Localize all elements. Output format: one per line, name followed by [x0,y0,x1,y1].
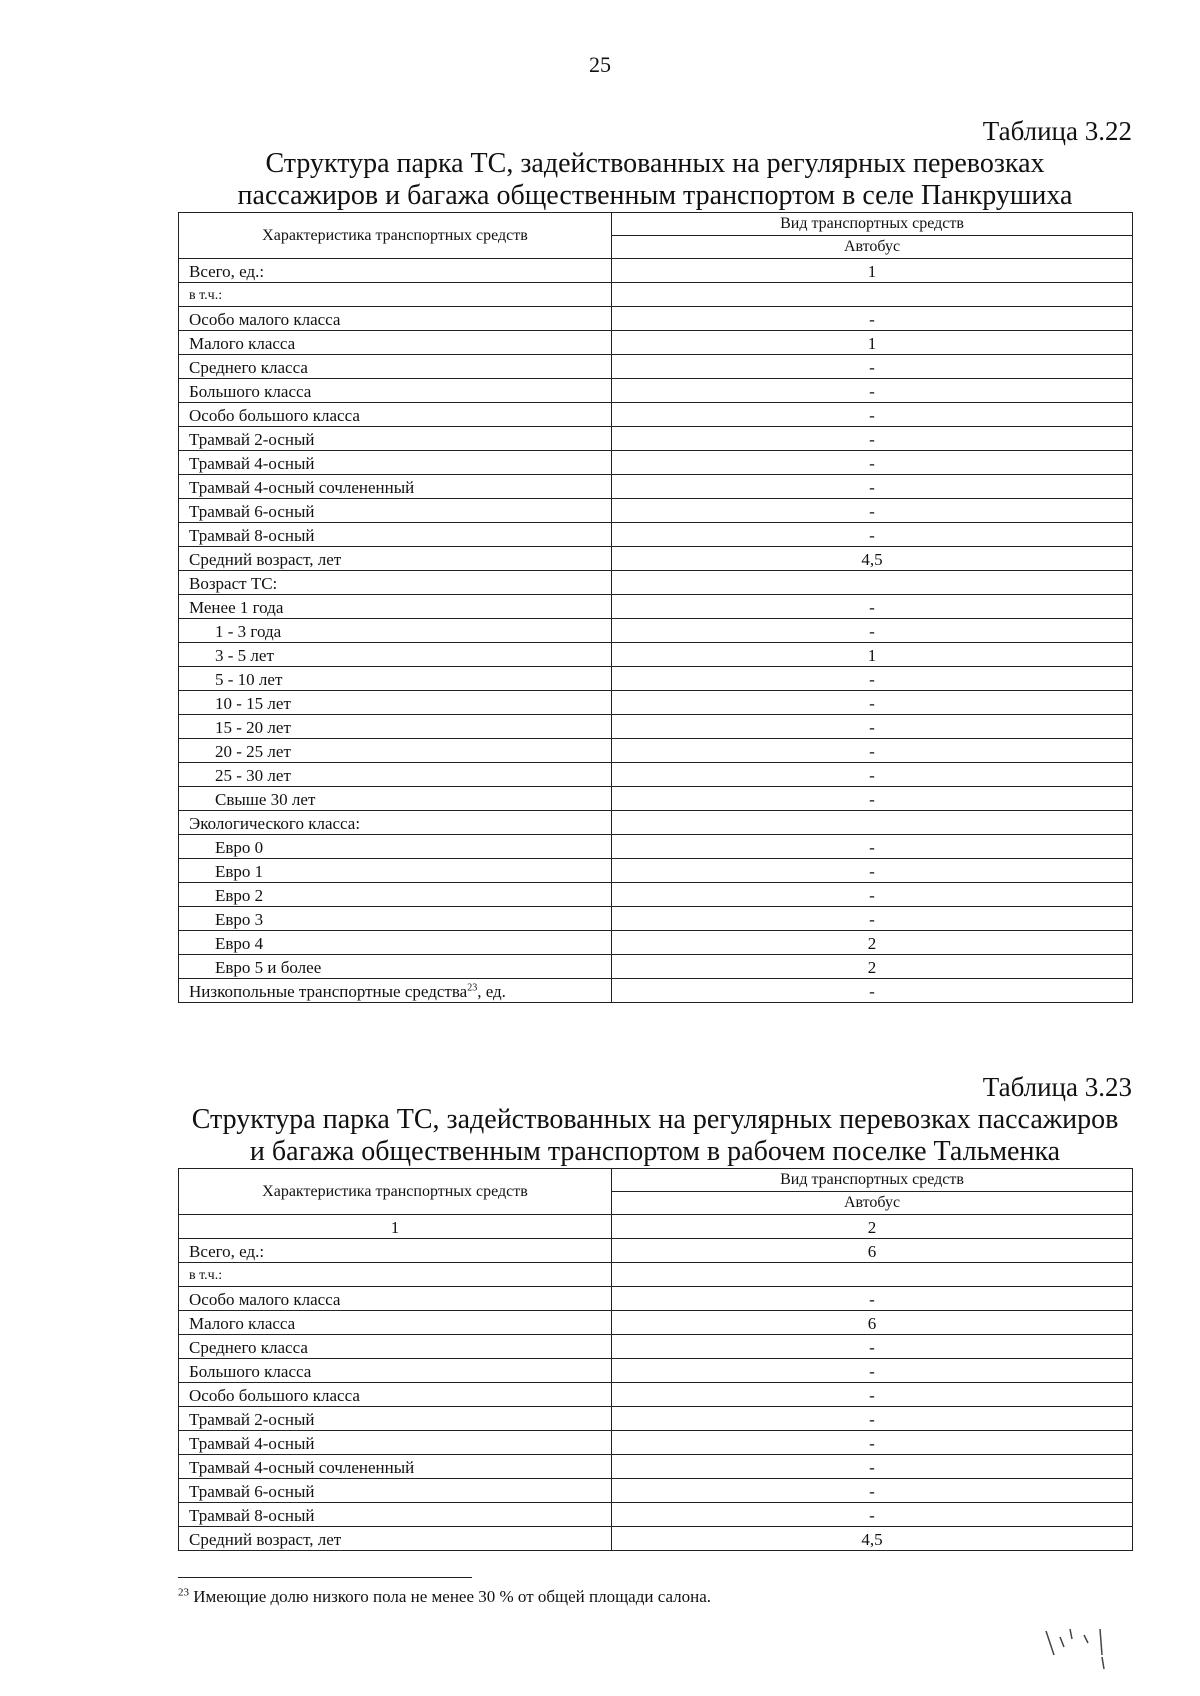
row-label: Трамвай 6-осный [179,1479,612,1503]
scan-artifact-marks [1040,1625,1120,1675]
row-label: 5 - 10 лет [179,667,612,691]
table-row [179,307,1133,331]
table-row [179,931,1133,955]
row-value [612,1263,1133,1287]
row-label: 3 - 5 лет [179,643,612,667]
row-label: Особо большого класса [179,1383,612,1407]
row-label: Большого класса [179,1359,612,1383]
table-row [179,1431,1133,1455]
page-number: 25 [589,52,611,77]
row-value: - [612,691,1133,715]
row-value: - [612,523,1133,547]
footnote-divider [178,1577,472,1578]
table-row [179,331,1133,355]
row-value: - [612,1479,1133,1503]
row-value: 6 [612,1311,1133,1335]
row-value: - [612,907,1133,931]
table-row [179,859,1133,883]
table-row [179,451,1133,475]
row-value: - [612,739,1133,763]
row-value: - [612,307,1133,331]
row-value: - [612,1431,1133,1455]
row-label: Трамвай 2-осный [179,1407,612,1431]
row-label: 25 - 30 лет [179,763,612,787]
table-row [179,1287,1133,1311]
table-row [179,1383,1133,1407]
footnote-text: Имеющие долю низкого пола не менее 30 % от общей площади салона. [189,1587,712,1606]
table-row [179,379,1133,403]
table-row [179,523,1133,547]
row-value: 1 [612,331,1133,355]
table-3-22 [178,212,1133,1003]
row-value: 2 [612,931,1133,955]
table-3-23-title-line1: Структура парка ТС, задействованных на регулярных перевозках пассажиров [191,1104,1119,1135]
row-label: Трамвай 4-осный сочлененный [179,475,612,499]
row-label: Трамвай 8-осный [179,523,612,547]
row-label: Трамвай 2-осный [179,427,612,451]
row-label: Евро 0 [179,835,612,859]
header-vehicle-type: Вид транспортных средств [612,213,1133,236]
table-row [179,691,1133,715]
row-label: Менее 1 года [179,595,612,619]
row-label: 20 - 25 лет [179,739,612,763]
table-3-23-label: Таблица 3.23 [982,1072,1132,1102]
header-bus: Автобус [612,236,1133,259]
row-label: Экологического класса: [179,811,612,835]
table-3-23-title-line2: и багажа общественным транспортом в рабочем поселке Тальменка [249,1136,1061,1167]
row-label: Трамвай 6-осный [179,499,612,523]
table-3-23 [178,1168,1133,1551]
row-label: Трамвай 4-осный [179,1431,612,1455]
footnote [178,1587,711,1607]
row-label: Евро 4 [179,931,612,955]
table-row [179,667,1133,691]
table-row [179,571,1133,595]
table-row [179,283,1133,307]
table-row [179,883,1133,907]
table-row [179,1263,1133,1287]
row-value: - [612,1359,1133,1383]
row-value: 4,5 [612,1527,1133,1551]
row-label: 10 - 15 лет [179,691,612,715]
row-label: Особо большого класса [179,403,612,427]
table-row [179,1407,1133,1431]
row-value [612,811,1133,835]
table-row [179,1455,1133,1479]
row-label: в т.ч.: [179,1263,612,1287]
column-number-2: 2 [612,1215,1133,1239]
table-row [179,595,1133,619]
row-value: - [612,403,1133,427]
header-bus: Автобус [612,1192,1133,1215]
footnote-number: 23 [178,1586,189,1599]
table-row [179,1311,1133,1335]
table-row [179,787,1133,811]
table-row [179,979,1133,1003]
header-characteristic: Характеристика транспортных средств [179,213,612,259]
footnote-ref: 23 [467,982,478,994]
row-label: Среднего класса [179,355,612,379]
row-label: Особо малого класса [179,307,612,331]
row-value: - [612,595,1133,619]
row-value [612,283,1133,307]
row-value: 6 [612,1239,1133,1263]
row-value: - [612,667,1133,691]
table-row [179,1359,1133,1383]
table-row [179,1527,1133,1551]
table-row [179,547,1133,571]
row-value: - [612,427,1133,451]
table-row [179,715,1133,739]
row-value: - [612,763,1133,787]
row-label: Евро 1 [179,859,612,883]
header-characteristic: Характеристика транспортных средств [179,1169,612,1215]
row-label: Евро 3 [179,907,612,931]
header-vehicle-type: Вид транспортных средств [612,1169,1133,1192]
table-row [179,1503,1133,1527]
row-value: - [612,835,1133,859]
column-number-1: 1 [179,1215,612,1239]
table-row [179,1479,1133,1503]
row-value: - [612,1503,1133,1527]
row-label: Малого класса [179,331,612,355]
row-label: Трамвай 4-осный сочлененный [179,1455,612,1479]
row-value [612,571,1133,595]
row-value: - [612,859,1133,883]
table-row [179,739,1133,763]
table-row [179,259,1133,283]
row-label: Трамвай 4-осный [179,451,612,475]
table-row [179,475,1133,499]
table-row [179,403,1133,427]
table-row [179,1335,1133,1359]
row-label: 15 - 20 лет [179,715,612,739]
row-value: - [612,1455,1133,1479]
table-row [179,907,1133,931]
row-value: - [612,979,1133,1003]
table-row [179,619,1133,643]
row-value: - [612,1335,1133,1359]
row-value: - [612,451,1133,475]
table-row [179,811,1133,835]
row-label: Низкопольные транспортные средства$^{23}$, ед. [179,979,612,1003]
row-value: - [612,355,1133,379]
table-3-22-title-line2: пассажиров и багажа общественным транспортом в селе Панкрушиха [237,180,1073,211]
table-3-22-title-line1: Структура парка ТС, задействованных на регулярных перевозках [265,148,1045,179]
row-label: Свыше 30 лет [179,787,612,811]
row-label: 1 - 3 года [179,619,612,643]
row-label: Средний возраст, лет [179,547,612,571]
row-label: в т.ч.: [179,283,612,307]
row-label: Среднего класса [179,1335,612,1359]
row-value: - [612,715,1133,739]
row-value: - [612,787,1133,811]
row-value: 1 [612,259,1133,283]
row-label: Средний возраст, лет [179,1527,612,1551]
row-value: - [612,619,1133,643]
table-3-22-label: Таблица 3.22 [982,116,1132,146]
row-label: Возраст ТС: [179,571,612,595]
row-label: Особо малого класса [179,1287,612,1311]
row-label: Большого класса [179,379,612,403]
table-row [179,1239,1133,1263]
row-label: Евро 2 [179,883,612,907]
table-3-22-title [170,148,1140,212]
table-row [179,355,1133,379]
row-value: - [612,883,1133,907]
table-row [179,955,1133,979]
row-value: 2 [612,955,1133,979]
row-label: Малого класса [179,1311,612,1335]
row-label: Евро 5 и более [179,955,612,979]
row-value: - [612,475,1133,499]
table-3-23-title [170,1104,1140,1168]
row-value: - [612,1383,1133,1407]
row-value: - [612,1407,1133,1431]
row-label: Трамвай 8-осный [179,1503,612,1527]
table-row [179,835,1133,859]
row-value: - [612,379,1133,403]
row-value: 1 [612,643,1133,667]
table-row [179,427,1133,451]
table-row [179,643,1133,667]
row-value: 4,5 [612,547,1133,571]
table-row [179,763,1133,787]
row-value: - [612,1287,1133,1311]
table-row [179,499,1133,523]
row-label: Всего, ед.: [179,259,612,283]
row-value: - [612,499,1133,523]
row-label: Всего, ед.: [179,1239,612,1263]
